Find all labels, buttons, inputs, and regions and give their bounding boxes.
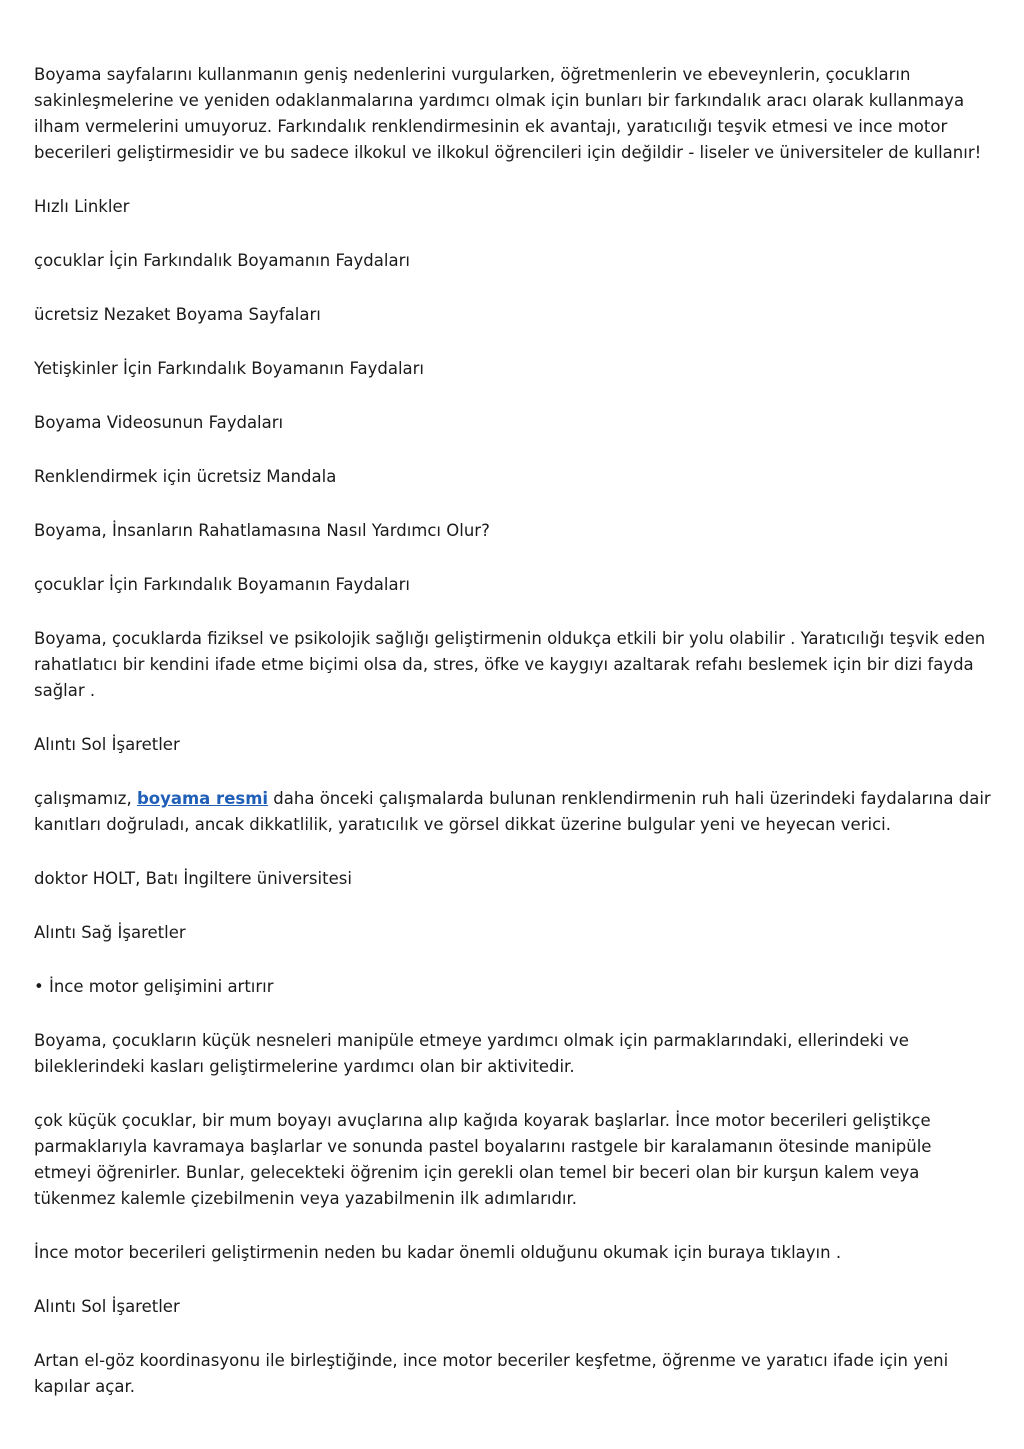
quick-link-item: ücretsiz Nezaket Boyama Sayfaları [34,305,321,324]
coordination-paragraph: Artan el-göz koordinasyonu ile birleştiğinde, ince motor beceriler keşfetme, öğrenme ve yaratıcı ifade için yeni kapılar açar. [34,1351,949,1396]
intro-paragraph: Boyama sayfalarını kullanmanın geniş nedenlerini vurgularken, öğretmenlerin ve ebeveynlerin, çocukların sakinleşmelerine ve yeniden odaklanmalarına yardımcı olmak için bunları bir farkındalık aracı olarak kullanmaya ilham vermelerini umuyoruz. Farkındalık renklendirmesinin ek avantajı, yaratıcılığı teşvik etmesi ve ince motor becerileri geliştirmesidir ve bu sadece ilkokul ve ilkokul öğrencileri için değildir - liseler ve üniversiteler de kullanır! [34,65,982,162]
quote-right-marker: Alıntı Sağ İşaretler [34,923,186,942]
quick-link-item: Boyama Videosunun Faydaları [34,413,284,432]
quick-links-heading: Hızlı Linkler [34,197,130,216]
quote-text-start: çalışmamız, [34,789,137,808]
article-body [34,62,992,1428]
toddlers-paragraph: çok küçük çocuklar, bir mum boyayı avuçlarına alıp kağıda koyarak başlarlar. İnce motor becerileri geliştikçe parmaklarıyla kavramaya başlarlar ve sonunda pastel boyalarını rastgele bir karalamanın ötesinde manipüle etmeyi öğrenirler. Bunlar, gelecekteki öğrenim için gerekli olan temel bir beceri olan bir kurşun kalem veya tükenmez kalemle çizebilmenin veya yazabilmenin ilk adımlarıdır. [34,1111,932,1208]
quote-paragraph [34,786,992,838]
quote-left-marker: Alıntı Sol İşaretler [34,1297,180,1316]
boyama-resmi-link[interactable]: boyama resmi [136,789,269,808]
quick-link-item: Yetişkinler İçin Farkındalık Boyamanın Faydaları [34,359,425,378]
quote-author: doktor HOLT, Batı İngiltere üniversitesi [34,869,352,888]
quote-text-end: daha önceki çalışmalarda bulunan renklendirmenin ruh hali üzerindeki faydalarına dair kanıtları doğruladı, ancak dikkatlilik, yaratıcılık ve görsel dikkat üzerine bulgular yeni ve heyecan verici. [34,789,991,834]
quick-link-item: Renklendirmek için ücretsiz Mandala [34,467,337,486]
section-heading: çocuklar İçin Farkındalık Boyamanın Faydaları [34,575,410,594]
benefits-paragraph: Boyama, çocuklarda fiziksel ve psikolojik sağlığı geliştirmenin oldukça etkili bir yolu olabilir . Yaratıcılığı teşvik eden rahatlatıcı bir kendini ifade etme biçimi olsa da, stres, öfke ve kaygıyı azaltarak refahı beslemek için bir dizi fayda sağlar . [34,629,986,700]
bullet-fine-motor: • İnce motor gelişimini artırır [34,977,274,996]
quick-link-item: çocuklar İçin Farkındalık Boyamanın Faydaları [34,251,410,270]
quote-left-marker: Alıntı Sol İşaretler [34,735,180,754]
quick-link-item: Boyama, İnsanların Rahatlamasına Nasıl Yardımcı Olur? [34,521,490,540]
click-here-paragraph: İnce motor becerileri geliştirmenin neden bu kadar önemli olduğunu okumak için buraya tıklayın . [34,1243,842,1262]
muscles-paragraph: Boyama, çocukların küçük nesneleri manipüle etmeye yardımcı olmak için parmaklarındaki, ellerindeki ve bileklerindeki kasları geliştirmelerine yardımcı olan bir aktivitedir. [34,1031,909,1076]
